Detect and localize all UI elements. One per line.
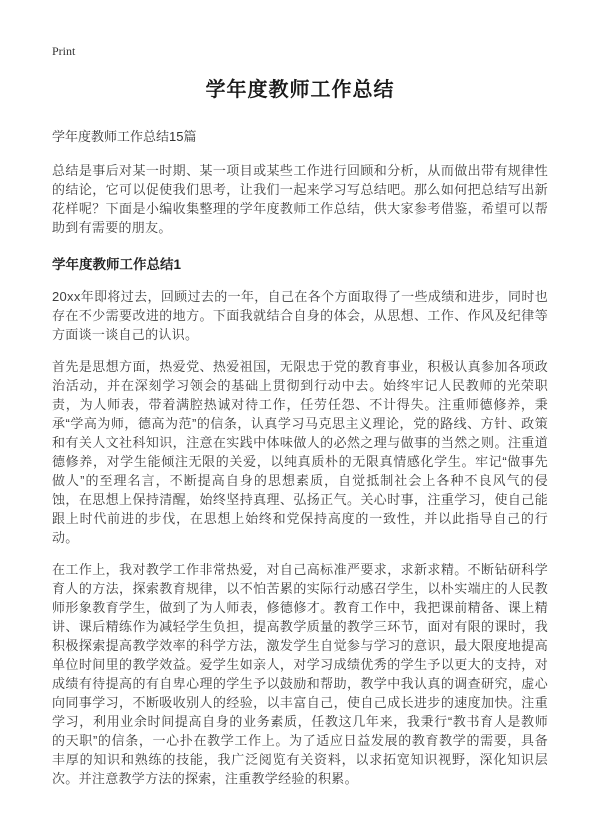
section-heading: 学年度教师工作总结1 xyxy=(52,257,182,272)
paragraph-overview: 20xx年即将过去，回顾过去的一年，自己在各个方面取得了一些成绩和进步，同时也存在不少需要改进的地方。下面我就结合自身的体会，从思想、工作、作风及纪律等方面谈一谈自己的认识。 xyxy=(52,289,548,342)
paragraph-work: 在工作上，我对教学工作非常热爱，对自己高标准严要求，求新求精。不断钻研科学育人的方法，探索教育规律，以不怕苦累的实际行动感召学生，以朴实端庄的人民教师形象教育学生，做到了为人师表，修德修才。教育工作中，我把课前精备、课上精讲、课后精练作为减轻学生负担，提高教学质量的教学三环节，面对有限的课时，我积极探索提高教学效率的科学方法，激发学生自觉参与学习的意识，最大限度地提高单位时间里的教学效益。爱学生如亲人，对学习成绩优秀的学生予以更大的支持，对成绩有待提高的有自卑心理的学生予以鼓励和帮助，教学中我认真的调查研究，虚心向同事学习，不断吸收别人的经验，以丰富自己，使自己成长进步的速度加快。注重学习，利用业余时间提高自身的业务素质，任教这几年来，我秉行“教书育人是教师的天职”的信条，一心扑在教学工作上。为了适应日益发展的教育教学的需要，具备丰厚的知识和熟练的技能，我广泛阅览有关资料，以求拓宽知识视野，深化知识层次。并注意教学方法的探索，注重教学经验的积累。 xyxy=(52,562,548,786)
document-subtitle: 学年度教师工作总结15篇 xyxy=(52,129,197,144)
paragraph-ideology: 首先是思想方面，热爱党、热爱祖国，无限忠于党的教育事业，积极认真参加各项政治活动，并在深刻学习领会的基础上贯彻到行动中去。始终牢记人民教师的光荣职责，为人师表，带着满腔热诚对待工作，任劳任怨、不计得失。注重师德修养，秉承“学高为师，德高为范”的信条，认真学习马克思主义理论，党的路线、方针、政策和有关人文社科知识，注意在实践中体味做人的必然之理与做事的当然之则。注重道德修养，对学生能倾注无限的关爱，以纯真质朴的无限真情感化学生。牢记“做事先做人”的至理名言，不断提高自身的思想素质，自觉抵制社会上各种不良风气的侵蚀，在思想上保持清醒，始终坚持真理、弘扬正气。关心时事，注重学习，使自己能跟上时代前进的步伐，在思想上始终和党保持高度的一致性，并以此指导自己的行动。 xyxy=(52,359,548,545)
intro-paragraph: 总结是事后对某一时期、某一项目或某些工作进行回顾和分析，从而做出带有规律性的结论，它可以促使我们思考，让我们一起来学习写总结吧。那么如何把总结写出新花样呢？下面是小编收集整理的学年度教师工作总结，供大家参考借鉴，希望可以帮助到有需要的朋友。 xyxy=(52,163,548,235)
print-link[interactable]: Print xyxy=(52,44,76,58)
document-title: 学年度教师工作总结 xyxy=(205,79,395,101)
